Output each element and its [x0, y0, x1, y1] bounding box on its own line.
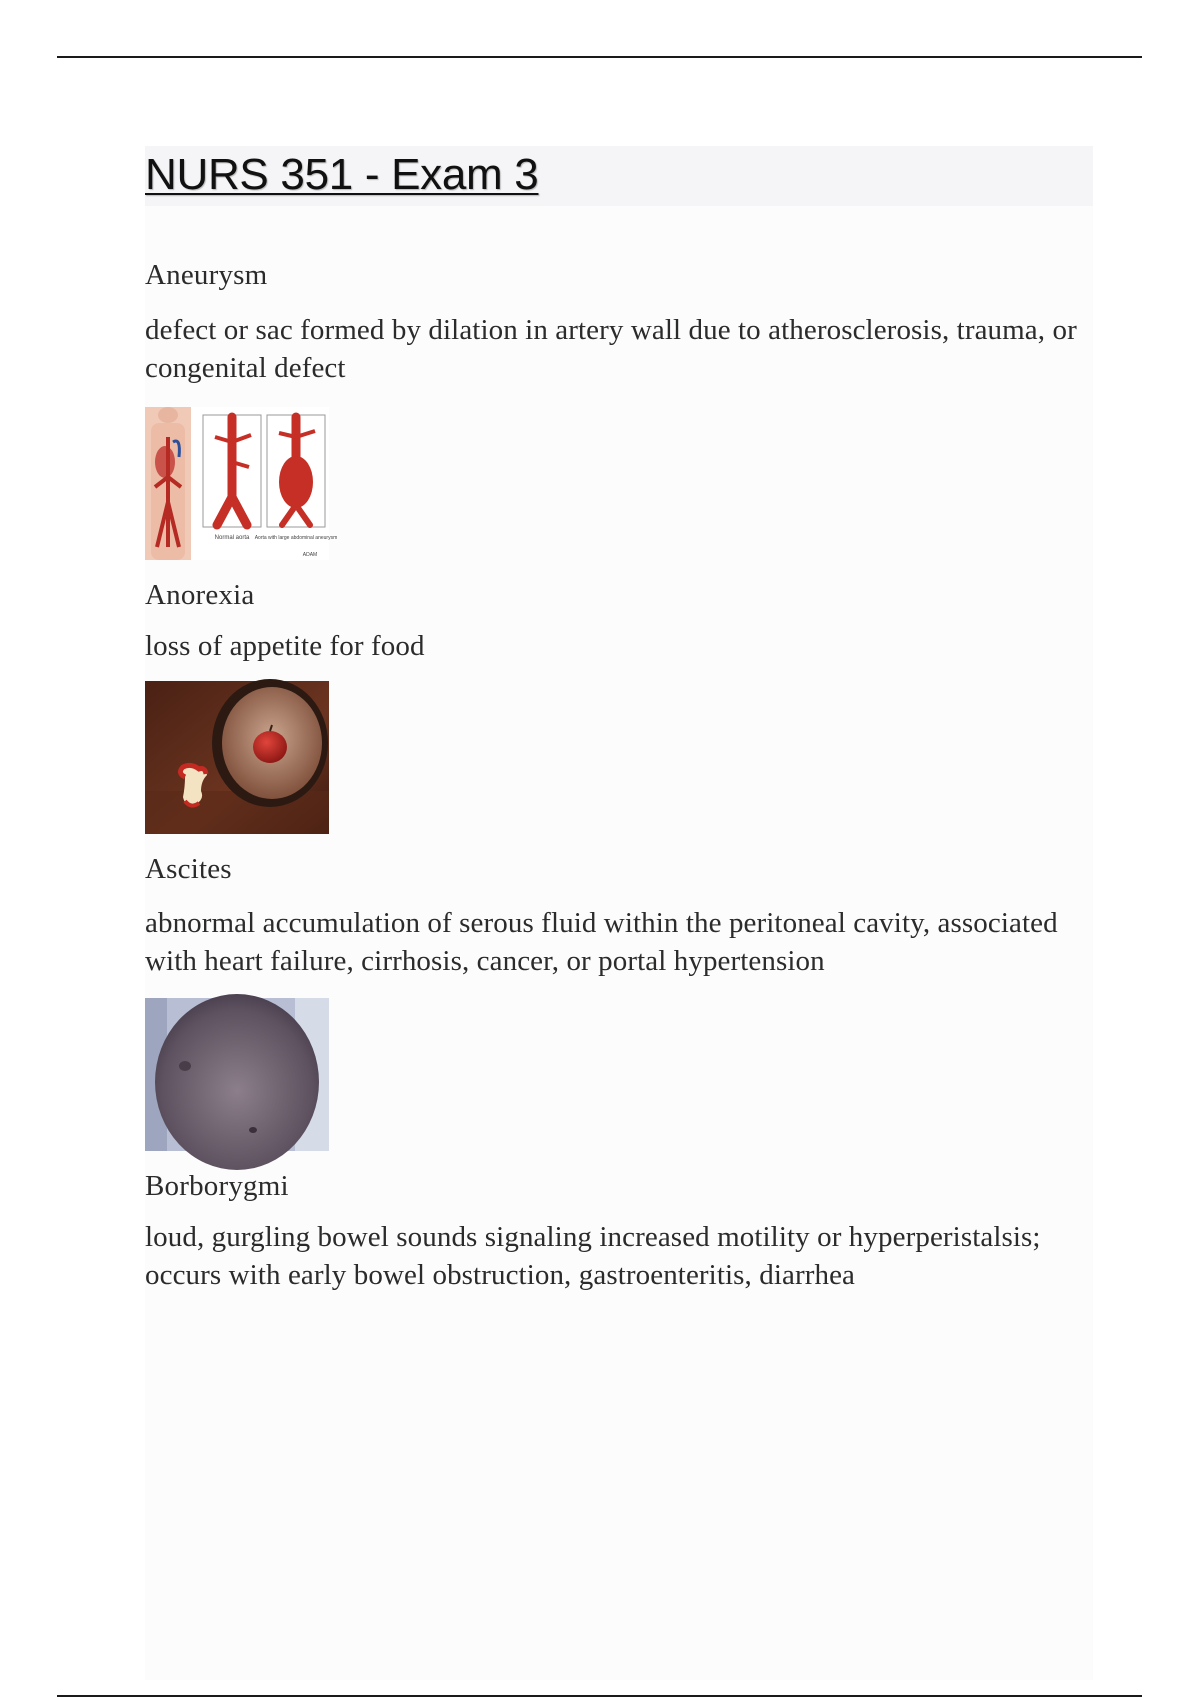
- definition-ascites: abnormal accumulation of serous fluid within the peritoneal cavity, associated with heart failure, cirrhosis, cancer, or portal hypertension: [145, 907, 1058, 978]
- top-rule: [57, 56, 1142, 58]
- definition-anorexia: loss of appetite for food: [145, 629, 425, 662]
- adam-logo: ADAM: [302, 551, 318, 558]
- apple-mirror-photo: [145, 681, 329, 834]
- bottom-rule: [57, 1695, 1142, 1697]
- term-anorexia: Anorexia: [145, 578, 255, 611]
- term-aneurysm: Aneurysm: [145, 259, 268, 291]
- aneurysm-caption: Aorta with large abdominal aneurysm: [254, 534, 338, 541]
- normal-aorta-caption: Normal aorta: [214, 534, 250, 541]
- term-ascites: Ascites: [145, 852, 232, 885]
- term-borborygmi: Borborygmi: [145, 1170, 289, 1203]
- page-content: [145, 146, 1093, 1680]
- title-band: [145, 146, 1093, 206]
- aorta-diagram-icon: [145, 407, 338, 560]
- definition-borborygmi: loud, gurgling bowel sounds signaling increased motility or hyperperistalsis; occurs with early bowel obstruction, gastroenteritis, diarrhea: [145, 1221, 1041, 1292]
- definition-aneurysm: defect or sac formed by dilation in artery wall due to atherosclerosis, trauma, or congenital defect: [145, 313, 1077, 384]
- document-title: NURS 351 - Exam 3: [145, 150, 539, 199]
- distended-abdomen-photo: [145, 998, 329, 1151]
